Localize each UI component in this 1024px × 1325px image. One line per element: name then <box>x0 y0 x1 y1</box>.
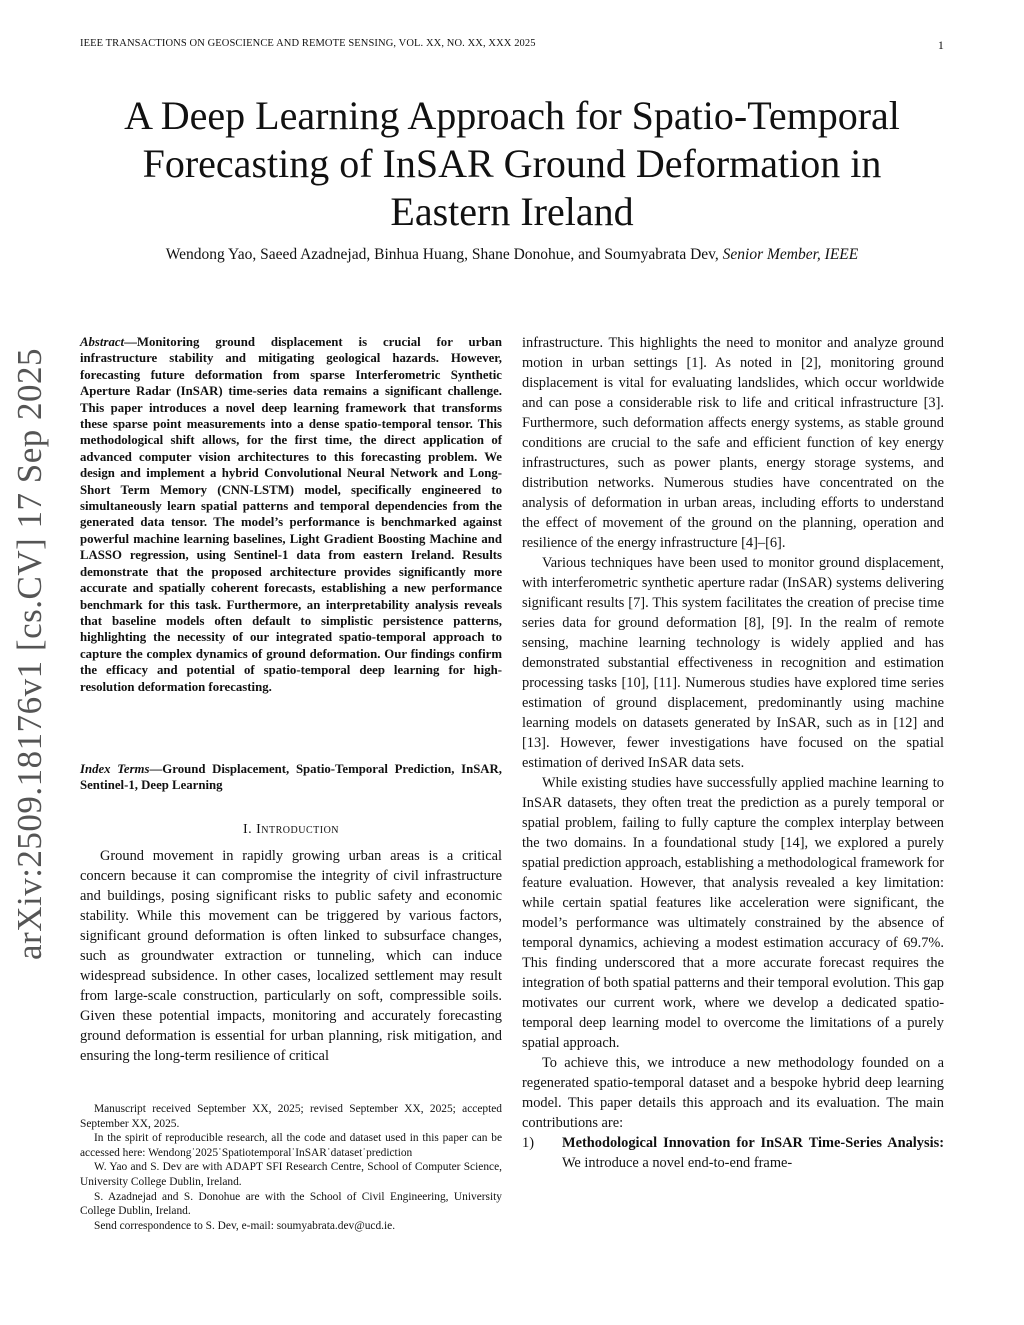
footnote-affiliation-1: W. Yao and S. Dev are with ADAPT SFI Research Centre, School of Computer Science, University College Dublin, Ireland. <box>80 1161 502 1188</box>
arxiv-identifier-text: arXiv:2509.18176v1 [cs.CV] 17 Sep 2025 <box>10 347 49 960</box>
contribution-text: We introduce a novel end-to-end frame- <box>562 1155 793 1171</box>
footnotes <box>80 1102 502 1233</box>
author-line <box>80 246 944 264</box>
left-column-body <box>80 846 502 1066</box>
intro-paragraph-continued: infrastructure. This highlights the need to monitor and analyze ground motion in urban settings [1]. As noted in [2], monitoring ground displacement is vital for evaluating landslides, which occur worldwide and can pose a considerable risk to life and critical infrastructure [3]. Furthermore, such deformation affects energy systems, as stable ground conditions are crucial to the safe and efficient function of key energy infrastructures, such as power plants, energy storage systems, and distribution networks. Numerous studies have concentrated on the analysis of deformation in urban areas, including efforts to understand the effect of movement of the ground on the planning, operation and resilience of the energy infrastructure [4]–[6]. <box>522 335 944 551</box>
intro-paragraph-existing-studies: While existing studies have successfully applied machine learning to InSAR datasets, they often treat the prediction as a purely temporal or spatial problem, failing to fully capture the complex interplay between the two domains. In a foundational study [14], we explored a purely spatial prediction approach, establishing a methodological framework for feature evaluation. However, that analysis revealed a key limitation: while certain spatial features like acceleration were significant, the model’s performance was ultimately constrained by the absence of temporal dynamics, achieving a modest estimation accuracy of 69.7%. This finding underscored that a more accurate forecast requires the integration of both spatial patterns and their temporal evolution. This gap motivates our current work, where we develop a dedicated spatio-temporal deep learning model to overcome the limitations of a purely spatial approach. <box>522 775 944 1051</box>
journal-running-head: IEEE TRANSACTIONS ON GEOSCIENCE AND REMOTE SENSING, VOL. XX, NO. XX, XXX 2025 <box>80 38 536 49</box>
arxiv-side-identifier <box>4 347 64 960</box>
footnote-correspondence: Send correspondence to S. Dev, e-mail: soumyabrata.dev@ucd.ie. <box>94 1219 396 1232</box>
contributions-list <box>522 1133 944 1173</box>
contribution-number: 1) <box>522 1135 534 1151</box>
author-names: Wendong Yao, Saeed Azadnejad, Binhua Huang, Shane Donohue, and Soumyabrata Dev, <box>165 246 719 263</box>
footnote-manuscript: Manuscript received September XX, 2025; revised September XX, 2025; accepted September XX, 2025. <box>80 1103 502 1130</box>
footnote-code-availability: In the spirit of reproducible research, all the code and dataset used in this paper can be accessed here: Wendong˙2025˙Spatiotemporal˙InSAR˙dataset˙prediction <box>80 1132 502 1159</box>
section-heading-introduction <box>80 822 502 838</box>
intro-paragraph-1: Ground movement in rapidly growing urban areas is a critical concern because it can compromise the integrity of civil infrastructure and buildings, posing significant risks to public safety and economic stability. While this movement can be triggered by various factors, significant ground deformation is often linked to subsurface changes, such as groundwater extraction or tunneling, which can induce widespread subsidence. In other cases, localized settlement may result from large-scale construction, particularly on soft, compressible soils. Given these potential impacts, monitoring and accurately forecasting ground deformation is essential for urban planning, risk mitigation, and ensuring the long-term resilience of critical <box>80 848 502 1064</box>
abstract-text: —Monitoring ground displacement is crucial for urban infrastructure stability and mitigating geological hazards. However, forecasting future deformation from sparse Interferometric Synthetic Aperture Radar (InSAR) time-series data remains a significant challenge. This paper introduces a novel deep learning framework that transforms these sparse point measurements into a dense spatio-temporal tensor. This methodological shift allows, for the first time, the direct application of advanced computer vision architectures to this forecasting problem. We design and implement a hybrid Convolutional Neural Network and Long-Short Term Memory (CNN-LSTM) model, specifically engineered to simultaneously learn spatial patterns and temporal dependencies from the generated data tensor. The model’s performance is benchmarked against powerful machine learning baselines, Light Gradient Boosting Machine and LASSO regression, using Sentinel-1 data from eastern Ireland. Results demonstrate that the proposed architecture provides significantly more accurate and spatially coherent forecasts, establishing a new performance benchmark for this task. Furthermore, an interpretability analysis reveals that baseline models often default to simplistic persistence patterns, highlighting the necessity of our integrated spatio-temporal approach to capture the complex dynamics of ground deformation. Our findings confirm the efficacy and potential of spatio-temporal deep learning for high-resolution deformation forecasting. <box>80 335 502 694</box>
right-column-body <box>522 333 944 1173</box>
abstract-label: Abstract <box>80 335 125 349</box>
intro-paragraph-contributions: To achieve this, we introduce a new methodology founded on a regenerated spatio-temporal dataset and a bespoke hybrid deep learning model. This paper details this approach and its evaluation. The main contributions are: <box>522 1055 944 1131</box>
index-terms <box>80 761 502 794</box>
contribution-item <box>522 1133 944 1173</box>
contribution-title: Methodological Innovation for InSAR Time-Series Analysis: <box>562 1135 944 1151</box>
author-role: Senior Member, IEEE <box>722 246 859 263</box>
abstract <box>80 334 502 695</box>
index-terms-text: —Ground Displacement, Spatio-Temporal Prediction, InSAR, Sentinel-1, Deep Learning <box>80 762 502 793</box>
paper-title: A Deep Learning Approach for Spatio-Temporal Forecasting of InSAR Ground Deformation in Eastern Ireland <box>124 93 900 234</box>
page-number: 1 <box>937 38 944 52</box>
intro-paragraph-techniques: Various techniques have been used to monitor ground displacement, with interferometric synthetic aperture radar (InSAR) systems delivering significant results [7]. This system facilitates the creation of precise time series data for ground deformation [8], [9]. In the realm of remote sensing, machine learning technology is widely applied and has demonstrated substantial effectiveness in recognition and estimation processing tasks [10], [11]. Numerous studies have explored time series estimation of ground displacement, predominantly using machine learning models on datasets generated by InSAR, such as in [12] and [13]. However, fewer investigations have focused on the spatial estimation of derived InSAR data sets. <box>522 555 944 771</box>
running-header <box>80 38 944 58</box>
section-title: Introduction <box>256 822 340 837</box>
section-numeral: I. <box>242 822 253 837</box>
footnote-affiliation-2: S. Azadnejad and S. Donohue are with the School of Civil Engineering, University College Dublin, Ireland. <box>80 1190 502 1218</box>
index-terms-label: Index Terms <box>80 762 150 776</box>
